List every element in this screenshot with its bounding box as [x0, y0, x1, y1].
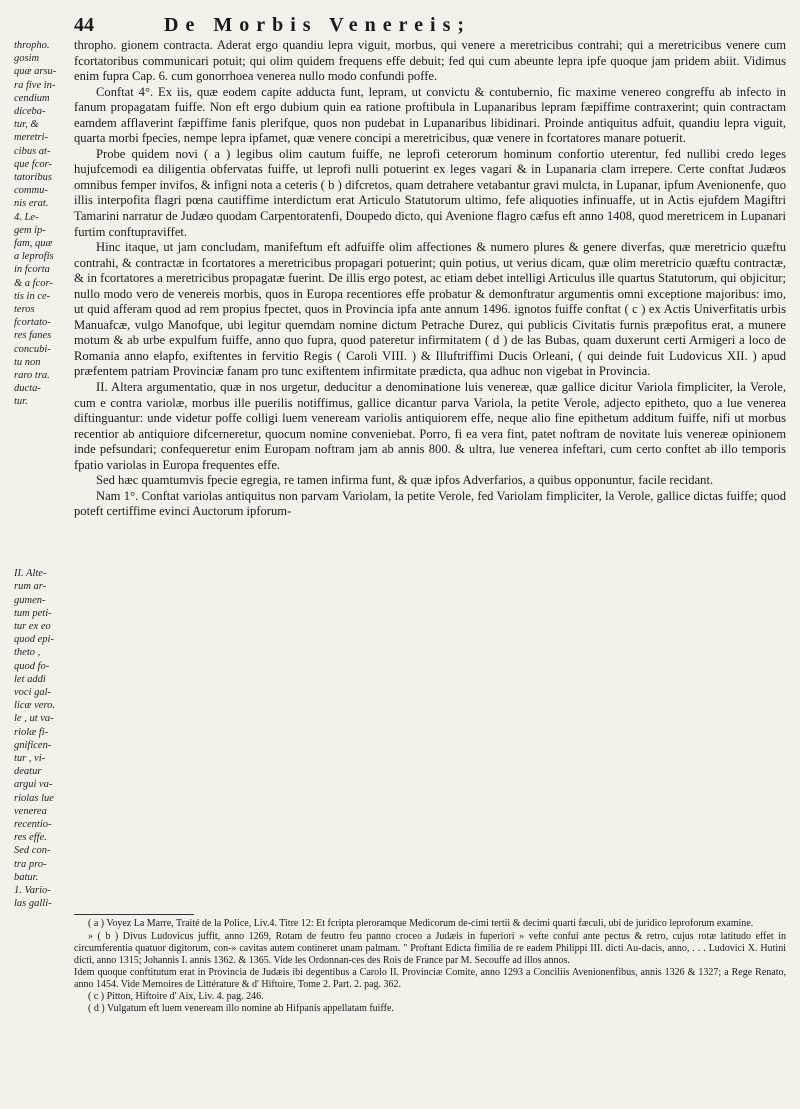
- margin-note: cendium: [14, 92, 50, 104]
- margin-note: thropho.: [14, 40, 50, 51]
- margin-note: gem ip-: [14, 224, 46, 236]
- main-text: [74, 38, 786, 910]
- margin-note: venerea: [14, 805, 47, 817]
- margin-note: gnificen-: [14, 739, 52, 751]
- margin-note: las galli-: [14, 898, 52, 910]
- page-number: 44: [74, 14, 94, 36]
- margin-note: a leprofis: [14, 251, 54, 263]
- margin-note: fam, quæ: [14, 238, 53, 250]
- margin-note: [14, 422, 74, 435]
- margin-note: tur ex eo: [14, 620, 51, 632]
- margin-note: theto ,: [14, 647, 41, 659]
- margin-note: voci gal-: [14, 686, 52, 698]
- margin-note: tu non: [14, 356, 41, 368]
- text-block: [14, 38, 786, 910]
- margin-note: teros: [14, 304, 35, 316]
- margin-note: batur.: [14, 871, 39, 883]
- margin-note: quæ arsu-: [14, 66, 57, 78]
- margin-note: concubi-: [14, 343, 51, 355]
- margin-note: [14, 462, 74, 475]
- margin-note: rum ar-: [14, 581, 47, 593]
- margin-note: ducta-: [14, 383, 41, 395]
- margin-note: Sed con-: [14, 845, 51, 857]
- margin-note: recentio-: [14, 818, 52, 830]
- margin-note: le , ut va-: [14, 713, 54, 725]
- margin-note: meretri-: [14, 132, 49, 144]
- running-title: De Morbis Venereis;: [164, 14, 472, 36]
- margin-note: diceba-: [14, 106, 46, 118]
- margin-note: que fcor-: [14, 158, 52, 170]
- margin-note: tis in ce-: [14, 290, 51, 302]
- paragraph: Nam 1°. Conftat variolas antiquitus non parvam Variolam, la petite Verole, fed Variolam fimpliciter, la Verole, gallice dictas fuiffe; quod poteft certiffime evinci Auctorum ipforum-: [74, 488, 786, 519]
- margin-note: let addi: [14, 673, 46, 685]
- margin-note: quod epi-: [14, 634, 54, 646]
- margin-note: tur.: [14, 396, 28, 408]
- margin-note: riolas lue: [14, 792, 54, 804]
- margin-note: & a fcor-: [14, 277, 53, 289]
- margin-note: [14, 475, 74, 488]
- footnote: ( d ) Vulgatum eft luem veneream illo nomine ab Hifpanis appellatam fuiffe.: [88, 1003, 394, 1015]
- margin-note: ra five in-: [14, 79, 56, 91]
- margin-note: 4. Le-: [14, 211, 39, 223]
- footnote: Idem quoque conftitutum erat in Provincia de Judæis ibi degentibus a Carolo II. Provinciæ Comite, anno 1293 a Conciliis Avenionenfibus, annis 1326 & 1327; a Rege Renato, anno 1454. Vide Memoires de Littérature & d' Hiftoire, Tome 2. Part. 2. pag. 362.: [74, 966, 786, 990]
- footnotes: [74, 918, 786, 1015]
- margin-note: commu-: [14, 185, 48, 197]
- paragraph: thropho. gionem contracta. Aderat ergo quandiu lepra viguit, morbus, qui venere a meretricibus contrahi; qui a meretricibus venere cum fcortatoribus communicari potuit; qui olim quidem frequens effe debuit; fed qui cum abeunte lepra ipfe quoque jam pridem abiit. Vidimus enim fupra Cap. 6. cum gonorrhoea venerea nullo modo confundi poffe.: [74, 38, 786, 84]
- margin-note: tum peti-: [14, 607, 52, 619]
- margin-note: [14, 541, 74, 554]
- footnote-rule: [74, 914, 194, 915]
- margin-note: raro tra.: [14, 370, 50, 382]
- margin-note: [14, 409, 74, 422]
- paragraph: Sed hæc quamtumvis fpecie egregia, re tamen infirma funt, & quæ ipfos Adverfarios, a quibus opponuntur, facile recidant.: [96, 473, 714, 488]
- paragraph: Probe quidem novi ( a ) legibus olim cautum fuiffe, ne leprofi ceterorum hominum confortio uterentur, fed nullibi credo leges hujufcemodi ea diligentia obfervatas fuiffe, ut leprofi nulli potuerint ex leges vagari & in Lupanaria clam irrepere. Certe conftat Judæos omnibus femper invifos, & infigni nota a ceteris ( b ) difcretos, quam detrahere vetabantur gravi mulcta, in Lupanar, ipfum Avenionenfe, quo illis interpofita flagri pœna cautiffime interdictum erat Articulo Statutorum ultimo, fefe aliquoties infinuaffe, ut in Actis ejufdem Magiftri Tamarini narratur de Judæo quodam Carpentoratenfi, Doupedo dicto, qui Avenione flagro cæfus eft anno 1408, quod meretricem in Lupanari furtim conftupraviffet.: [74, 146, 786, 239]
- paragraph: II. Altera argumentatio, quæ in nos urgetur, deducitur a denominatione luis venereæ, quæ gallice dicitur Variola fimpliciter, la Verole, cum e contra variolæ, morbus ille puerilis notiffimus, gallice dicantur parva Variola, la petite Verole, adjecto epitheto, quo a lue venerea diftinguantur: unde videtur poffe colligi luem veneream variolis antiquiorem effe, neque alio fine epithetum additum fuiffe, nifi ut morbus recentior ab antiquiore difcerneretur, quocum nomine conveniebat. Porro, fi ea vera fint, patet noftram de novitate luis venereæ opinionem inde pefsundari; confequeretur enim Europam noftram jam ab annis 800. & ultra, lue venerea infeftari, cum certo conftet ab illo temporis fpatio variolas in Europa frequentes effe.: [74, 380, 786, 472]
- paragraph: Conftat 4°. Ex iis, quæ eodem capite adducta funt, lepram, ut convictu & contubernio, fic maxime venereo congreffu ab infecto in fanum propagatam fuiffe. Non eft ergo dubium quin ea ratione proftibula in Lupanaribus lepram fæpiffime contraxerint; quin contractam eamdem afflaverint fæpiffime fanis plerifque, quos non pudebat in Lupanaribus libidinari. Proinde antiquitus adfuit, quandiu lepra viguit, quarta morbi fpecies, nempe lepra ipfamet, quæ venere concipi a meretricibus, quæ venere in fcortatores manare potuerit.: [74, 84, 786, 146]
- margin-note: deatur: [14, 766, 42, 778]
- margin-note: gumen-: [14, 594, 46, 606]
- margin-note: [14, 514, 74, 527]
- margin-note: tur , vi-: [14, 752, 46, 764]
- footnote: ( c ) Pitton, Hiftoire d' Aix, Liv. 4. pag. 246.: [88, 990, 264, 1002]
- page-header: [14, 8, 786, 38]
- margin-note: nis erat.: [14, 198, 49, 210]
- margin-note: cibus at-: [14, 145, 51, 157]
- margin-note: fcortato-: [14, 317, 51, 329]
- margin-note: [14, 554, 74, 567]
- margin-note: tur, &: [14, 119, 39, 131]
- margin-notes: [14, 38, 74, 910]
- margin-note: licæ vero.: [14, 700, 56, 712]
- margin-note: riolæ fi-: [14, 726, 49, 738]
- margin-note: argui va-: [14, 779, 53, 791]
- margin-note: in fcorta: [14, 264, 50, 276]
- margin-note: res effe.: [14, 832, 47, 844]
- margin-note: tatoribus: [14, 172, 52, 184]
- margin-note: II. Alte-: [14, 568, 47, 580]
- footnote: » ( b ) Divus Ludovicus juffit, anno 1269, Rotam de feutro feu panno croceo a Judæis in fuperiori » vefte confui ante pectus & retro, cujus rotæ latitudo effet in circumferentia quatuor digitorum, con-» cavitas autem contineret unam palmam. " Proftant Edicta fimilia de re eadem Philippi III. dicti Au-dacis, anno, . . . Ludovici X. Hutini dicti, anno 1315; Johannis I. annis 1362. & 1365. Vide les Ordonnan-ces des Rois de France par M. Secouffe ad illos annos.: [74, 930, 786, 966]
- paragraph: Hinc itaque, ut jam concludam, manifeftum eft adfuiffe olim affectiones & numero plures & genere diverfas, quæ meretricio quæftu contrahi, & contractæ in fcortatores a meretricibus propagari potuerint; quin potius, ut verius dicam, quæ olim meretricio quæftu contractæ, & in fcortatores a meretricibus propagatæ fuerint. De illis ergo potest, ac etiam debet intelligi Articulus ille quartus Statutorum, qui objicitur; nullo modo vero de venereis morbis, quos in Europa recentiores effe probatur & demonftratur argumentis omni exceptione majoribus: imo, ut quid afferam quod ad rem propius fpectet, quos in Provincia ipfa ante annum 1496. ignotos fuiffe conftat ( c ) ex Actis Univerfitatis urbis Manuafcæ, vulgo Manofque, ubi legitur quemdam nomine dictum Petrache Durez, qui publicis Civitatis furnis præpofitus erat, a munere motum & ab urbe expulfum fuiffe, anno quo fupra, quod pateretur infirmitatem ( d ) de las Bubas, quam duxerunt certi Armigeri a loco de Romania anno elapfo, exiftentes in fervitio Regis ( Caroli VIII. ) & Illuftriffimi Ducis Orleani, ( qui deinde fuit Ludovicus XII. ) apud præfentem patriam Provinciæ fanam pro tunc exiftentem infirmitate prædicta, qua adhuc non vigebat in Provincia.: [74, 240, 786, 379]
- margin-note: [14, 528, 74, 541]
- margin-note: tra pro-: [14, 858, 47, 870]
- margin-note: [14, 501, 74, 514]
- footnote: ( a ) Voyez La Marre, Traité de la Police, Liv.4. Titre 12: Et fcripta pleroramque Medicorum de-cimi tertii & decimi quarti fæculi, ubi de juridico leproforum examine.: [88, 918, 754, 930]
- margin-note: [14, 488, 74, 501]
- margin-note: res fanes: [14, 330, 52, 342]
- margin-note: 1. Vario-: [14, 885, 51, 896]
- margin-note: [14, 435, 74, 448]
- margin-note: gosim: [14, 53, 40, 65]
- margin-note: quod fo-: [14, 660, 50, 672]
- margin-note: [14, 448, 74, 461]
